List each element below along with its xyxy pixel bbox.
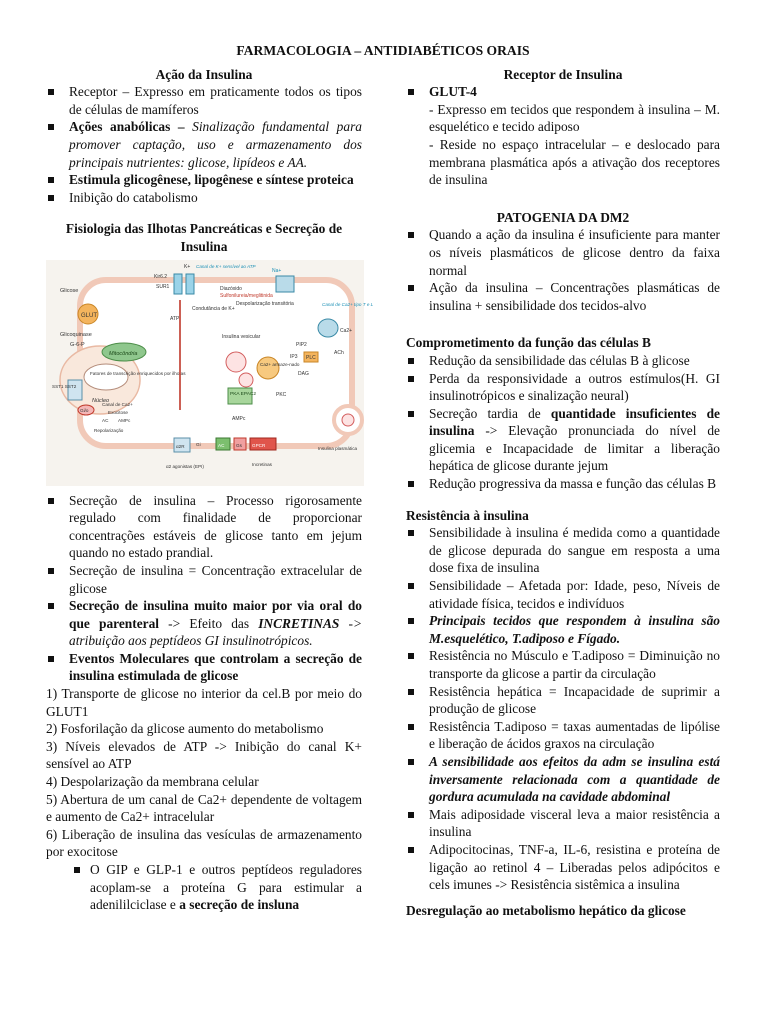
list-item: Secreção de insulina = Concentração extracelular de glicose xyxy=(46,562,362,597)
list-item: Estimula glicogênese, lipogênese e síntese proteica xyxy=(46,171,362,189)
label-ampc2: AMPc xyxy=(118,417,131,423)
label-alfa2: α2 agonistas (EPI) xyxy=(166,463,204,469)
label-plc: PLC xyxy=(306,354,316,361)
label-despol: Despolarização transitória xyxy=(236,300,294,307)
list-item: Inibição do catabolismo xyxy=(46,189,362,207)
section-heading-acao: Ação da Insulina xyxy=(155,66,253,82)
list-item: Secreção de insulina – Processo rigorosamente regulado com finalidade de proporcionar concentrações estáveis de glicose tanto em jejum quando no estado prandial. xyxy=(46,492,362,562)
label-ac: AC xyxy=(102,417,109,423)
resistencia-list xyxy=(406,524,720,893)
list-item: Resistência hepática = Incapacidade de suprimir a produção de glicose xyxy=(406,683,720,718)
label-ca: Ca2+ xyxy=(340,327,353,334)
label-na: Na+ xyxy=(272,267,282,274)
list-item: Resistência T.adiposo = taxas aumentadas de lipólise e liberação de ácidos graxos na circulação xyxy=(406,718,720,753)
label-gi: Gi xyxy=(196,441,201,447)
label-pkc: PKC xyxy=(276,391,287,398)
label-insulina-vesicular: Insulina vesicular xyxy=(222,333,261,340)
section-heading-comprometimento: Comprometimento da função das células B xyxy=(406,335,651,351)
label-dag: DAG xyxy=(298,370,309,377)
list-item: Resistência no Músculo e T.adiposo = Diminuição no transporte da glicose a partir da circulação xyxy=(406,647,720,682)
list-item: Adipocitocinas, TNF-a, IL-6, resistina e proteína de ligação ao retinol 4 – Liberadas pelos adipócitos e cels imunes -> Resistência sistêmica a insulina xyxy=(406,841,720,894)
beta-cell-diagram xyxy=(46,260,374,486)
label-ac2: AC xyxy=(218,442,225,448)
list-item: Secreção de insulina muito maior por via oral do que parenteral -> Efeito das INCRETINAS -> atribuição aos peptídeos GI insulinotrópicos. xyxy=(46,597,362,650)
label-a2r: α2R xyxy=(176,443,185,449)
label-canal-ca: Canal de Ca2+ tipo T e L xyxy=(322,301,374,307)
label-ampc: AMPc xyxy=(232,415,246,422)
glut4-label: GLUT-4 xyxy=(429,84,477,100)
label-pip2: PIP2 xyxy=(296,341,307,348)
patogenia-list xyxy=(406,226,720,314)
label-g6p: G-6-P xyxy=(70,341,85,348)
section-heading-patogenia: PATOGENIA DA DM2 xyxy=(496,209,630,225)
section-heading-fisiologia: Fisiologia das Ilhotas Pancreáticas e Secreção de Insulina xyxy=(65,221,343,254)
label-sst: SST1 SST2 xyxy=(52,383,77,389)
step-line: 4) Despolarização da membrana celular xyxy=(46,774,259,790)
label-gio: Gi/o xyxy=(80,407,89,413)
label-kplus: K+ xyxy=(184,263,191,270)
list-item: Eventos Moleculares que controlam a secreção de insulina estimulada de glicose xyxy=(46,650,362,685)
receptor-line: - Reside no espaço intracelular – e deslocado para membrana plasmática após a ativação dos receptores de insulina xyxy=(429,136,720,188)
list-item: A sensibilidade aos efeitos da adm se insulina está inversamente relacionada com a quantidade de gordura acumulada na cavidade abdominal xyxy=(406,753,720,806)
step-line: 1) Transporte de glicose no interior da cel.B por meio do GLUT1 xyxy=(46,686,362,719)
label-kir: Kir6.2 xyxy=(154,273,168,280)
comprometimento-list xyxy=(406,352,720,493)
step-line: 3) Níveis elevados de ATP -> Inibição do canal K+ sensível ao ATP xyxy=(46,738,362,772)
step-line: 2) Fosforilação da glicose aumento do metabolismo xyxy=(46,721,324,737)
label-nucleo: Núcleo xyxy=(92,397,110,404)
label-ca-armazen: Ca2+ armaze-nado xyxy=(260,361,300,367)
label-repol: Repolarização xyxy=(94,427,124,433)
label-insulina-plasm: Insulina plasmática xyxy=(318,445,358,451)
secrecao-list xyxy=(46,492,362,686)
list-item: Quando a ação da insulina é insuficiente para manter os níveis plasmáticos de glicose dentro da faixa normal xyxy=(406,226,720,279)
label-gs: Gs xyxy=(236,442,242,448)
list-item: Ações anabólicas – Sinalização fundamental para promover captação, uso e armazenamento dos principais nutrientes: glicose, lipídeos e AA. xyxy=(46,118,362,171)
label-pka: PKA EPAC2 xyxy=(230,391,257,397)
label-ach: ACh xyxy=(334,349,344,356)
label-canal-ca2: Canal de Ca2+ xyxy=(102,401,133,407)
label-diazoxido: Diazóxido xyxy=(220,285,242,292)
list-item: Perda da responsividade a outros estímulos(H. GI insulinotrópicos e sinalização neural) xyxy=(406,370,720,405)
label-glicose: Glicose xyxy=(60,287,79,294)
list-item: Secreção tardia de quantidade insuficientes de insulina -> Elevação pronunciada do nível de glicemia e Incapacidade de limitar a liberação hepática de glicose durante jejum xyxy=(406,405,720,475)
list-item: Principais tecidos que respondem à insulina são M.esquelético, T.adiposo e Fígado. xyxy=(406,612,720,647)
list-item: Sensibilidade – Afetada por: Idade, peso, Níveis de atividade física, tecidos e indivíduos xyxy=(406,577,720,612)
section-heading-receptor: Receptor de Insulina xyxy=(503,66,623,82)
right-column xyxy=(406,66,720,920)
two-columns xyxy=(46,66,720,920)
list-item: Ação da insulina – Concentrações plasmáticas de insulina + sensibilidade dos tecidos-alvo xyxy=(406,279,720,314)
list-item: Redução progressiva da massa e função das células B xyxy=(406,475,720,493)
label-incretinas: Incretinas xyxy=(252,461,272,467)
label-canal-k: Canal de K+ sensível ao ATP xyxy=(196,263,256,269)
steps-block xyxy=(46,685,362,861)
list-item: Receptor – Expresso em praticamente todos os tipos de células de mamíferos xyxy=(46,83,362,118)
label-fatores: Fatores de transcrição enriquecidos por ilhotas xyxy=(90,370,186,376)
list-item: Mais adiposidade visceral leva a maior resistência a insulina xyxy=(406,806,720,841)
list-item: O GIP e GLP-1 e outros peptídeos reguladores acoplam-se a proteína G para estimular a adenililciclase e a secreção de insluna xyxy=(72,861,362,914)
label-glicoquinase: Glicoquinase xyxy=(60,331,92,338)
receptor-line: - Expresso em tecidos que respondem à insulina – M. esquelético e tecido adiposo xyxy=(429,101,720,135)
label-condut: Condutância de K+ xyxy=(192,305,235,312)
list-item xyxy=(406,83,720,189)
list-item: Redução da sensibilidade das células B à glicose xyxy=(406,352,720,370)
label-gpcr: GPCR xyxy=(252,442,266,448)
sub-list xyxy=(46,861,362,914)
section-heading-resistencia: Resistência à insulina xyxy=(406,507,529,523)
label-mitocondria: Mitocôndria xyxy=(109,350,138,357)
label-glut: GLUT xyxy=(81,312,98,319)
label-sur: SUR1 xyxy=(156,283,170,290)
step-line: 5) Abertura de um canal de Ca2+ dependente de voltagem e aumento de Ca2+ intracelular xyxy=(46,791,362,825)
document-title: FARMACOLOGIA – ANTIDIABÉTICOS ORAIS xyxy=(236,43,530,58)
label-atp: ATP xyxy=(170,315,180,322)
label-exo: Exocitose xyxy=(108,409,128,415)
section-heading-desregulacao: Desregulação ao metabolismo hepático da glicose xyxy=(406,902,686,918)
label-ip3: IP3 xyxy=(290,353,298,360)
step-line: 6) Liberação de insulina das vesículas de armazenamento por exocitose xyxy=(46,826,362,860)
diagram-svg xyxy=(46,260,374,486)
list-item: Sensibilidade à insulina é medida como a quantidade de glicose depurada do sangue em resposta a uma dose fixa de insulina xyxy=(406,524,720,577)
label-sulfo: Sulfonilureia/meglitinida xyxy=(220,292,273,299)
left-column xyxy=(46,66,374,920)
receptor-list xyxy=(406,83,720,189)
acao-list xyxy=(46,83,362,206)
